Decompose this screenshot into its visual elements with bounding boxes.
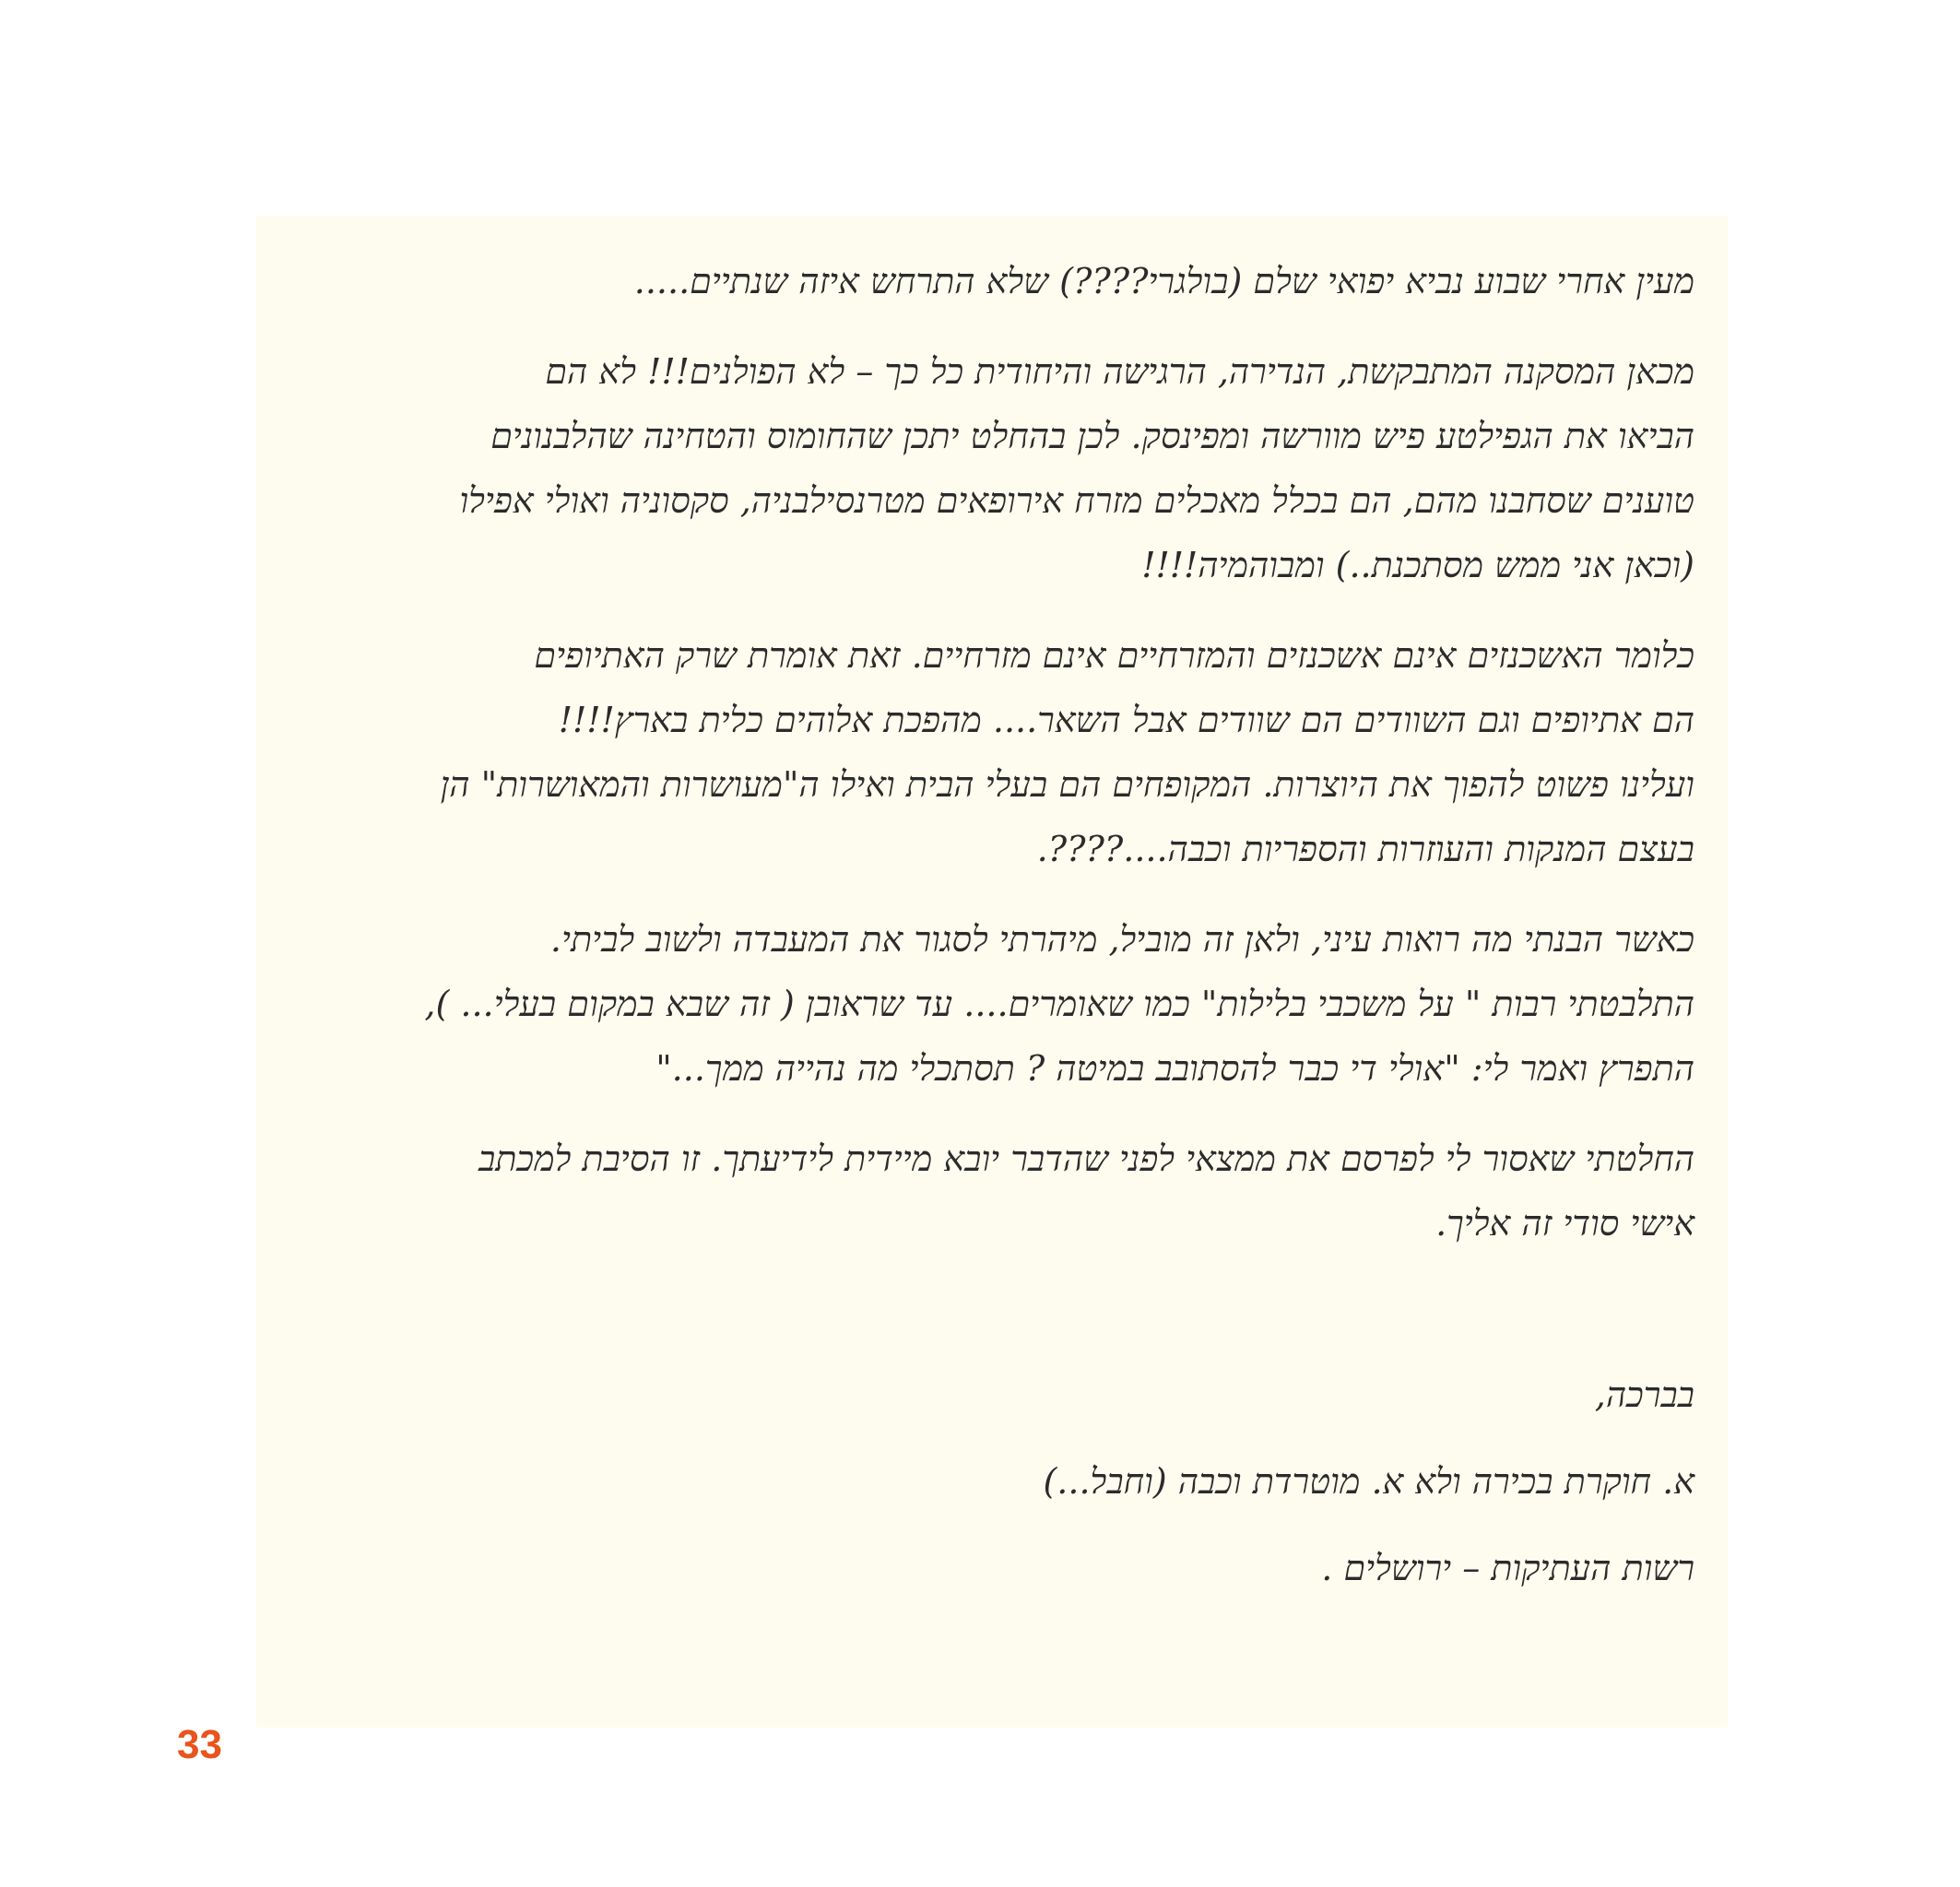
text-line: בעצם המנקות והעוזרות והספריות וכבה....????. — [1036, 829, 1694, 869]
text-line: התלבטתי רבות " על משכבי בלילות" כמו שאומרים.... עד שראובן ( זה שבא במקום בעלי... ), — [424, 984, 1694, 1024]
paragraph — [293, 339, 1694, 597]
text-line: התפרץ ואמר לי: "אולי די כבר להסתובב במיטה ? תסתכלי מה נהייה ממך..." — [655, 1048, 1694, 1089]
text-line: אישי סודי זה אליך. — [1435, 1203, 1694, 1244]
text-line: מכאן המסקנה המתבקשת, הנדירה, הרגישה והיחודית כל כך – לא הפולנים!!! לא הם — [545, 351, 1694, 392]
text-line: (וכאן אני ממש מסתכנת..) ומבוהמיה!!!! — [1141, 545, 1694, 585]
page-number: 33 — [177, 1722, 222, 1767]
closing-greeting: בברכה, — [1594, 1374, 1694, 1415]
paragraph — [293, 249, 1694, 313]
text-line: טוענים שסחבנו מהם, הם בכלל מאכלים מזרח אירופאים מטרנסילבניה, סקסוניה ואולי אפילו — [459, 480, 1694, 521]
text-line: החלטתי שאסור לי לפרסם את ממצאי לפני שהדבר יובא מיידית לידיעתך. זו הסיבת למכתב — [478, 1138, 1694, 1179]
paragraph — [293, 907, 1694, 1101]
text-line: הביאו את הגפילטע פיש מוורשה ומפינסק. לכן בהחלט יתכן שהחומוס והטחינה שהלבנונים — [490, 416, 1694, 456]
text-line: הם אתיופים וגם השוודים הם שוודים אבל השאר.... מהפכת אלוהים כלית בארץ!!!! — [558, 700, 1694, 740]
paragraph — [293, 1126, 1694, 1256]
paragraph — [293, 623, 1694, 881]
text-line: כאשר הבנתי מה רואות עיני, ולאן זה מוביל, מיהרתי לסגור את המעבדה ולשוב לביתי. — [549, 919, 1694, 960]
text-line: כלומר האשכנזים אינם אשכנזים והמזרחיים אינם מזרחיים. זאת אומרת שרק האתיופים — [534, 635, 1694, 676]
signature-block — [293, 1351, 1694, 1611]
text-line: מעין אחרי שבוע נביא יפואי שלם (בולגרי????) שלא התרחש איזה שנתיים..... — [633, 261, 1694, 301]
organization-name: רשות העתיקות – ירושלים . — [1321, 1548, 1694, 1588]
signature: א. חוקרת בכירה ולא א. מוטרדת וכבה (וחבל...) — [1043, 1461, 1694, 1502]
letter-body — [293, 249, 1694, 1281]
text-line: ועלינו פשוט להפוך את היוצרות. המקופחים הם בעלי הבית ואילו ה"מעושרות והמאושרות" הן — [440, 764, 1694, 805]
